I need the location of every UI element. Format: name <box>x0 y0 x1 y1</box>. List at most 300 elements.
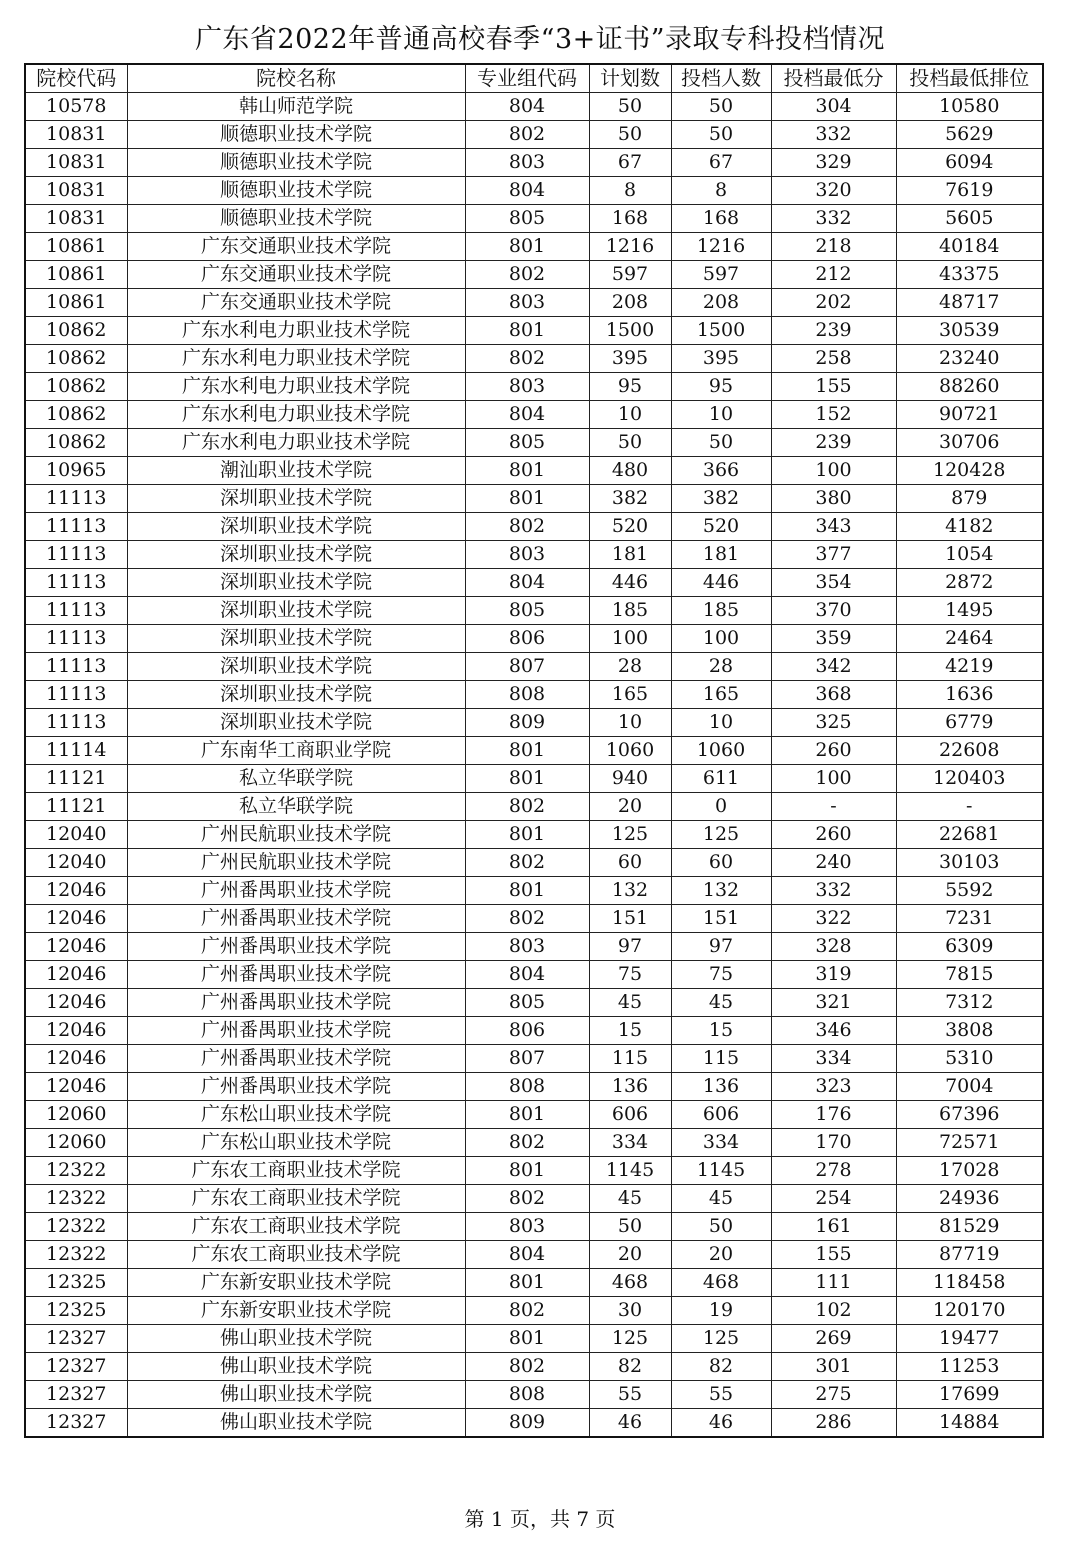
cell-min-score: 321 <box>771 989 896 1017</box>
cell-school-name: 广东农工商职业技术学院 <box>127 1213 465 1241</box>
page-title: 广东省2022年普通高校春季“3+证书”录取专科投档情况 <box>194 24 886 55</box>
cell-group-code: 806 <box>465 1017 589 1045</box>
cell-school-name: 广东农工商职业技术学院 <box>127 1185 465 1213</box>
cell-admitted-count: 132 <box>671 877 771 905</box>
cell-plan-count: 1145 <box>589 1157 671 1185</box>
cell-group-code: 801 <box>465 877 589 905</box>
cell-admitted-count: 520 <box>671 513 771 541</box>
cell-school-code: 11113 <box>25 541 127 569</box>
table-row <box>25 373 1043 401</box>
cell-plan-count: 15 <box>589 1017 671 1045</box>
cell-group-code: 802 <box>465 1185 589 1213</box>
table-row <box>25 1353 1043 1381</box>
cell-school-name: 深圳职业技术学院 <box>127 485 465 513</box>
cell-min-rank: 2464 <box>896 625 1043 653</box>
cell-school-name: 佛山职业技术学院 <box>127 1381 465 1409</box>
cell-min-score: 202 <box>771 289 896 317</box>
cell-admitted-count: 115 <box>671 1045 771 1073</box>
cell-group-code: 803 <box>465 933 589 961</box>
cell-school-name: 深圳职业技术学院 <box>127 597 465 625</box>
cell-plan-count: 334 <box>589 1129 671 1157</box>
cell-min-rank: - <box>896 793 1043 821</box>
cell-school-code: 12060 <box>25 1101 127 1129</box>
cell-plan-count: 10 <box>589 401 671 429</box>
cell-plan-count: 50 <box>589 121 671 149</box>
cell-plan-count: 46 <box>589 1409 671 1438</box>
cell-school-name: 佛山职业技术学院 <box>127 1353 465 1381</box>
cell-admitted-count: 46 <box>671 1409 771 1438</box>
cell-school-code: 11113 <box>25 597 127 625</box>
cell-plan-count: 115 <box>589 1045 671 1073</box>
cell-school-code: 12327 <box>25 1381 127 1409</box>
cell-min-rank: 90721 <box>896 401 1043 429</box>
cell-min-score: 275 <box>771 1381 896 1409</box>
cell-school-code: 12046 <box>25 1045 127 1073</box>
cell-plan-count: 20 <box>589 793 671 821</box>
cell-admitted-count: 181 <box>671 541 771 569</box>
table-row <box>25 1129 1043 1157</box>
cell-school-name: 深圳职业技术学院 <box>127 653 465 681</box>
cell-group-code: 801 <box>465 1101 589 1129</box>
cell-min-score: 212 <box>771 261 896 289</box>
cell-school-code: 11114 <box>25 737 127 765</box>
cell-group-code: 802 <box>465 1129 589 1157</box>
cell-plan-count: 30 <box>589 1297 671 1325</box>
cell-school-name: 顺德职业技术学院 <box>127 205 465 233</box>
cell-group-code: 804 <box>465 1241 589 1269</box>
cell-school-code: 10862 <box>25 401 127 429</box>
cell-school-name: 广东交通职业技术学院 <box>127 233 465 261</box>
cell-school-code: 10861 <box>25 261 127 289</box>
cell-plan-count: 1216 <box>589 233 671 261</box>
cell-min-rank: 1054 <box>896 541 1043 569</box>
cell-plan-count: 520 <box>589 513 671 541</box>
cell-school-name: 广州番禺职业技术学院 <box>127 933 465 961</box>
cell-school-code: 12040 <box>25 849 127 877</box>
cell-group-code: 801 <box>465 485 589 513</box>
cell-min-rank: 72571 <box>896 1129 1043 1157</box>
cell-admitted-count: 10 <box>671 401 771 429</box>
cell-group-code: 807 <box>465 1045 589 1073</box>
cell-school-code: 10965 <box>25 457 127 485</box>
cell-min-score: 155 <box>771 373 896 401</box>
cell-group-code: 805 <box>465 597 589 625</box>
table-row <box>25 625 1043 653</box>
header-plan-count: 计划数 <box>589 64 671 93</box>
cell-admitted-count: 1060 <box>671 737 771 765</box>
cell-plan-count: 480 <box>589 457 671 485</box>
cell-school-name: 深圳职业技术学院 <box>127 569 465 597</box>
cell-school-name: 广东农工商职业技术学院 <box>127 1241 465 1269</box>
cell-school-code: 11113 <box>25 709 127 737</box>
cell-school-name: 广东水利电力职业技术学院 <box>127 429 465 457</box>
cell-group-code: 808 <box>465 1381 589 1409</box>
cell-plan-count: 168 <box>589 205 671 233</box>
cell-plan-count: 60 <box>589 849 671 877</box>
cell-school-code: 12322 <box>25 1213 127 1241</box>
cell-school-name: 广东松山职业技术学院 <box>127 1129 465 1157</box>
table-row <box>25 401 1043 429</box>
cell-school-code: 10831 <box>25 177 127 205</box>
cell-min-rank: 120428 <box>896 457 1043 485</box>
cell-school-code: 10862 <box>25 373 127 401</box>
table-header-row <box>25 64 1043 93</box>
cell-min-score: 342 <box>771 653 896 681</box>
cell-school-name: 深圳职业技术学院 <box>127 681 465 709</box>
cell-plan-count: 95 <box>589 373 671 401</box>
cell-plan-count: 67 <box>589 149 671 177</box>
cell-min-rank: 120170 <box>896 1297 1043 1325</box>
table-row <box>25 485 1043 513</box>
cell-group-code: 803 <box>465 1213 589 1241</box>
cell-min-rank: 10580 <box>896 93 1043 121</box>
cell-plan-count: 151 <box>589 905 671 933</box>
cell-school-code: 12060 <box>25 1129 127 1157</box>
table-row <box>25 457 1043 485</box>
cell-group-code: 802 <box>465 1353 589 1381</box>
cell-school-code: 10831 <box>25 205 127 233</box>
cell-admitted-count: 50 <box>671 429 771 457</box>
cell-min-rank: 4182 <box>896 513 1043 541</box>
table-row <box>25 233 1043 261</box>
table-row <box>25 93 1043 121</box>
table-row <box>25 1185 1043 1213</box>
cell-plan-count: 940 <box>589 765 671 793</box>
cell-admitted-count: 28 <box>671 653 771 681</box>
cell-school-code: 12046 <box>25 905 127 933</box>
cell-admitted-count: 334 <box>671 1129 771 1157</box>
table-row <box>25 1409 1043 1438</box>
cell-min-score: 176 <box>771 1101 896 1129</box>
cell-group-code: 802 <box>465 905 589 933</box>
table-row <box>25 961 1043 989</box>
cell-admitted-count: 50 <box>671 121 771 149</box>
header-admitted-count: 投档人数 <box>671 64 771 93</box>
cell-min-score: 320 <box>771 177 896 205</box>
cell-school-code: 11113 <box>25 681 127 709</box>
cell-school-name: 广州民航职业技术学院 <box>127 821 465 849</box>
cell-admitted-count: 8 <box>671 177 771 205</box>
table-row <box>25 513 1043 541</box>
cell-admitted-count: 208 <box>671 289 771 317</box>
cell-min-rank: 118458 <box>896 1269 1043 1297</box>
table-row <box>25 681 1043 709</box>
cell-min-rank: 67396 <box>896 1101 1043 1129</box>
cell-min-rank: 6094 <box>896 149 1043 177</box>
table-row <box>25 933 1043 961</box>
cell-min-score: 111 <box>771 1269 896 1297</box>
cell-group-code: 803 <box>465 373 589 401</box>
cell-group-code: 804 <box>465 93 589 121</box>
cell-group-code: 808 <box>465 1073 589 1101</box>
cell-school-code: 12327 <box>25 1353 127 1381</box>
cell-min-score: 152 <box>771 401 896 429</box>
cell-school-name: 广东新安职业技术学院 <box>127 1269 465 1297</box>
cell-min-rank: 22681 <box>896 821 1043 849</box>
cell-group-code: 801 <box>465 1325 589 1353</box>
cell-school-code: 11113 <box>25 485 127 513</box>
cell-admitted-count: 151 <box>671 905 771 933</box>
cell-min-rank: 17028 <box>896 1157 1043 1185</box>
cell-group-code: 809 <box>465 1409 589 1438</box>
cell-admitted-count: 606 <box>671 1101 771 1129</box>
cell-plan-count: 185 <box>589 597 671 625</box>
cell-school-name: 私立华联学院 <box>127 765 465 793</box>
cell-min-score: 254 <box>771 1185 896 1213</box>
cell-admitted-count: 1500 <box>671 317 771 345</box>
cell-school-name: 广州番禺职业技术学院 <box>127 961 465 989</box>
cell-admitted-count: 1216 <box>671 233 771 261</box>
cell-admitted-count: 60 <box>671 849 771 877</box>
table-row <box>25 653 1043 681</box>
cell-plan-count: 8 <box>589 177 671 205</box>
cell-group-code: 802 <box>465 261 589 289</box>
table-row <box>25 205 1043 233</box>
cell-min-score: 370 <box>771 597 896 625</box>
table-row <box>25 541 1043 569</box>
cell-min-rank: 17699 <box>896 1381 1043 1409</box>
cell-plan-count: 50 <box>589 93 671 121</box>
cell-group-code: 801 <box>465 1157 589 1185</box>
cell-school-name: 广州民航职业技术学院 <box>127 849 465 877</box>
table-row <box>25 149 1043 177</box>
cell-group-code: 802 <box>465 793 589 821</box>
cell-min-score: 328 <box>771 933 896 961</box>
cell-admitted-count: 10 <box>671 709 771 737</box>
cell-min-score: 301 <box>771 1353 896 1381</box>
cell-school-name: 广东水利电力职业技术学院 <box>127 317 465 345</box>
cell-group-code: 803 <box>465 541 589 569</box>
cell-min-score: 322 <box>771 905 896 933</box>
cell-plan-count: 606 <box>589 1101 671 1129</box>
cell-school-name: 佛山职业技术学院 <box>127 1325 465 1353</box>
cell-min-rank: 3808 <box>896 1017 1043 1045</box>
cell-group-code: 803 <box>465 149 589 177</box>
cell-admitted-count: 20 <box>671 1241 771 1269</box>
cell-min-rank: 81529 <box>896 1213 1043 1241</box>
cell-plan-count: 82 <box>589 1353 671 1381</box>
cell-admitted-count: 395 <box>671 345 771 373</box>
cell-min-score: 100 <box>771 457 896 485</box>
cell-school-code: 10861 <box>25 233 127 261</box>
cell-school-name: 深圳职业技术学院 <box>127 709 465 737</box>
cell-admitted-count: 50 <box>671 1213 771 1241</box>
cell-min-rank: 48717 <box>896 289 1043 317</box>
cell-admitted-count: 185 <box>671 597 771 625</box>
cell-group-code: 804 <box>465 961 589 989</box>
table-row <box>25 1213 1043 1241</box>
cell-school-code: 12325 <box>25 1269 127 1297</box>
cell-admitted-count: 100 <box>671 625 771 653</box>
cell-admitted-count: 125 <box>671 1325 771 1353</box>
cell-school-name: 广东南华工商职业学院 <box>127 737 465 765</box>
cell-min-score: 218 <box>771 233 896 261</box>
cell-admitted-count: 611 <box>671 765 771 793</box>
cell-plan-count: 468 <box>589 1269 671 1297</box>
cell-min-rank: 87719 <box>896 1241 1043 1269</box>
table-row <box>25 793 1043 821</box>
cell-min-score: 319 <box>771 961 896 989</box>
cell-min-score: 329 <box>771 149 896 177</box>
cell-school-code: 12046 <box>25 961 127 989</box>
cell-school-name: 私立华联学院 <box>127 793 465 821</box>
cell-school-code: 10831 <box>25 149 127 177</box>
cell-group-code: 801 <box>465 233 589 261</box>
cell-min-score: 304 <box>771 93 896 121</box>
cell-plan-count: 446 <box>589 569 671 597</box>
cell-min-rank: 7619 <box>896 177 1043 205</box>
cell-min-score: 260 <box>771 821 896 849</box>
cell-admitted-count: 382 <box>671 485 771 513</box>
cell-min-rank: 5605 <box>896 205 1043 233</box>
cell-plan-count: 208 <box>589 289 671 317</box>
cell-group-code: 801 <box>465 317 589 345</box>
table-row <box>25 1269 1043 1297</box>
table-row <box>25 1381 1043 1409</box>
cell-admitted-count: 165 <box>671 681 771 709</box>
cell-plan-count: 55 <box>589 1381 671 1409</box>
cell-school-name: 顺德职业技术学院 <box>127 149 465 177</box>
cell-min-score: 346 <box>771 1017 896 1045</box>
cell-min-score: 332 <box>771 205 896 233</box>
cell-admitted-count: 136 <box>671 1073 771 1101</box>
cell-plan-count: 125 <box>589 1325 671 1353</box>
cell-admitted-count: 82 <box>671 1353 771 1381</box>
cell-min-score: 332 <box>771 877 896 905</box>
cell-school-code: 12046 <box>25 877 127 905</box>
cell-plan-count: 597 <box>589 261 671 289</box>
cell-group-code: 805 <box>465 429 589 457</box>
cell-group-code: 801 <box>465 765 589 793</box>
cell-school-name: 深圳职业技术学院 <box>127 513 465 541</box>
cell-plan-count: 132 <box>589 877 671 905</box>
table-row <box>25 1073 1043 1101</box>
cell-min-score: 102 <box>771 1297 896 1325</box>
cell-group-code: 802 <box>465 1297 589 1325</box>
cell-admitted-count: 19 <box>671 1297 771 1325</box>
cell-school-code: 11113 <box>25 625 127 653</box>
cell-admitted-count: 67 <box>671 149 771 177</box>
cell-group-code: 806 <box>465 625 589 653</box>
cell-school-name: 广州番禺职业技术学院 <box>127 989 465 1017</box>
table-row <box>25 1241 1043 1269</box>
cell-min-score: 325 <box>771 709 896 737</box>
cell-group-code: 801 <box>465 457 589 485</box>
cell-group-code: 801 <box>465 1269 589 1297</box>
header-min-rank: 投档最低排位 <box>896 64 1043 93</box>
cell-admitted-count: 1145 <box>671 1157 771 1185</box>
cell-group-code: 805 <box>465 205 589 233</box>
cell-min-score: 239 <box>771 317 896 345</box>
cell-admitted-count: 446 <box>671 569 771 597</box>
cell-school-code: 11113 <box>25 569 127 597</box>
table-row <box>25 1297 1043 1325</box>
cell-min-score: 343 <box>771 513 896 541</box>
cell-min-rank: 6309 <box>896 933 1043 961</box>
header-school-name: 院校名称 <box>127 64 465 93</box>
cell-plan-count: 97 <box>589 933 671 961</box>
table-row <box>25 1017 1043 1045</box>
cell-school-name: 广东新安职业技术学院 <box>127 1297 465 1325</box>
cell-min-score: 100 <box>771 765 896 793</box>
cell-group-code: 803 <box>465 289 589 317</box>
cell-plan-count: 165 <box>589 681 671 709</box>
cell-min-rank: 30706 <box>896 429 1043 457</box>
cell-min-score: 269 <box>771 1325 896 1353</box>
cell-min-score: 332 <box>771 121 896 149</box>
cell-min-score: 240 <box>771 849 896 877</box>
cell-school-code: 12046 <box>25 989 127 1017</box>
cell-school-code: 12322 <box>25 1157 127 1185</box>
cell-group-code: 805 <box>465 989 589 1017</box>
header-group-code: 专业组代码 <box>465 64 589 93</box>
cell-min-score: 323 <box>771 1073 896 1101</box>
cell-school-code: 11113 <box>25 513 127 541</box>
cell-admitted-count: 95 <box>671 373 771 401</box>
cell-admitted-count: 468 <box>671 1269 771 1297</box>
table-row <box>25 737 1043 765</box>
cell-plan-count: 45 <box>589 989 671 1017</box>
cell-min-score: 258 <box>771 345 896 373</box>
cell-school-name: 广州番禺职业技术学院 <box>127 1017 465 1045</box>
cell-school-code: 11121 <box>25 765 127 793</box>
cell-group-code: 801 <box>465 821 589 849</box>
cell-min-score: 286 <box>771 1409 896 1438</box>
table-row <box>25 317 1043 345</box>
cell-school-name: 韩山师范学院 <box>127 93 465 121</box>
cell-plan-count: 100 <box>589 625 671 653</box>
cell-school-name: 广东交通职业技术学院 <box>127 289 465 317</box>
cell-min-score: - <box>771 793 896 821</box>
cell-school-name: 深圳职业技术学院 <box>127 541 465 569</box>
cell-school-code: 12046 <box>25 933 127 961</box>
cell-group-code: 802 <box>465 121 589 149</box>
cell-admitted-count: 75 <box>671 961 771 989</box>
cell-school-name: 广州番禺职业技术学院 <box>127 905 465 933</box>
cell-min-score: 368 <box>771 681 896 709</box>
table-row <box>25 569 1043 597</box>
cell-min-rank: 1636 <box>896 681 1043 709</box>
cell-school-name: 广东水利电力职业技术学院 <box>127 345 465 373</box>
cell-min-rank: 7231 <box>896 905 1043 933</box>
cell-plan-count: 395 <box>589 345 671 373</box>
table-row <box>25 1045 1043 1073</box>
cell-school-code: 10861 <box>25 289 127 317</box>
cell-school-code: 10862 <box>25 317 127 345</box>
table-row <box>25 765 1043 793</box>
table-row <box>25 1325 1043 1353</box>
cell-school-name: 顺德职业技术学院 <box>127 177 465 205</box>
cell-admitted-count: 597 <box>671 261 771 289</box>
cell-group-code: 809 <box>465 709 589 737</box>
cell-school-code: 10578 <box>25 93 127 121</box>
table-row <box>25 989 1043 1017</box>
table-row <box>25 261 1043 289</box>
table-row <box>25 345 1043 373</box>
cell-plan-count: 125 <box>589 821 671 849</box>
cell-school-name: 广东交通职业技术学院 <box>127 261 465 289</box>
cell-min-score: 278 <box>771 1157 896 1185</box>
cell-min-rank: 43375 <box>896 261 1043 289</box>
cell-school-code: 12327 <box>25 1325 127 1353</box>
cell-min-rank: 88260 <box>896 373 1043 401</box>
cell-group-code: 802 <box>465 345 589 373</box>
cell-min-score: 354 <box>771 569 896 597</box>
cell-school-code: 12322 <box>25 1241 127 1269</box>
table-row <box>25 429 1043 457</box>
cell-school-code: 12040 <box>25 821 127 849</box>
cell-school-name: 顺德职业技术学院 <box>127 121 465 149</box>
